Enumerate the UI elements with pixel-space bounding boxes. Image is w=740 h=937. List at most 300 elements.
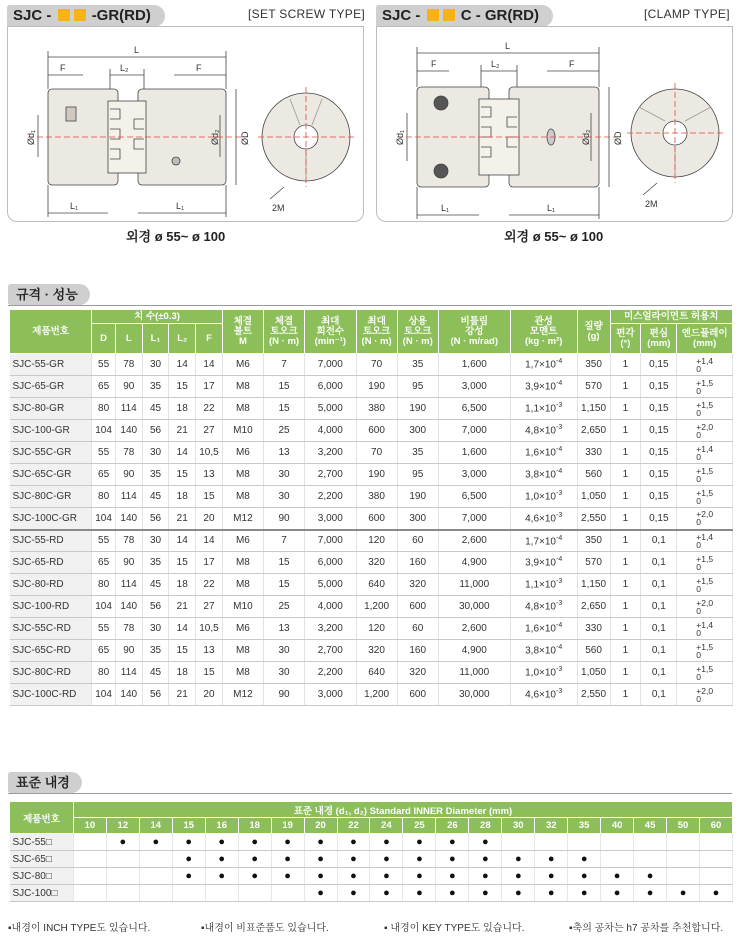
spec-row — [10, 486, 733, 508]
spec-cell-F: 27 — [196, 420, 223, 442]
dim-L1-right-label: L₁ — [176, 201, 185, 211]
bore-empty-cell — [667, 834, 700, 851]
spec-cell-angular: 1 — [610, 420, 641, 442]
spec-cell-L1: 35 — [142, 552, 169, 574]
bore-available-dot: ● — [601, 885, 634, 902]
spec-cell-L2: 14 — [169, 618, 196, 640]
bore-divider — [8, 793, 732, 794]
bore-available-dot: ● — [403, 834, 436, 851]
spec-model-cell: SJC-55C-GR — [10, 442, 92, 464]
spec-model-cell: SJC-80-GR — [10, 398, 92, 420]
spec-cell-stiff: 7,000 — [438, 420, 510, 442]
spec-row — [10, 640, 733, 662]
bore-diameter-header: 35 — [568, 818, 601, 834]
bore-available-dot: ● — [502, 885, 535, 902]
spec-cell-rpm: 5,000 — [305, 398, 356, 420]
bore-available-dot: ● — [469, 834, 502, 851]
spec-cell-torque: 15 — [263, 552, 304, 574]
spec-cell-L2: 18 — [169, 662, 196, 684]
spec-cell-parallel: 0,1 — [641, 530, 677, 552]
spec-cell-torque: 13 — [263, 442, 304, 464]
spec-cell-inertia: $3,8\times 10^{-4}$ — [510, 464, 577, 486]
col-max-rpm: 최대 회전수 (min⁻¹) — [305, 310, 356, 354]
spec-cell-max_t: 190 — [356, 376, 397, 398]
bore-diameter-header: 50 — [667, 818, 700, 834]
spec-cell-torque: 15 — [263, 376, 304, 398]
spec-cell-mass: 2,550 — [577, 684, 610, 706]
spec-row — [10, 618, 733, 640]
spec-cell-parallel: 0,15 — [641, 508, 677, 530]
left-model-title — [7, 5, 165, 27]
dim-M-label: 2M — [272, 203, 285, 213]
spec-row — [10, 420, 733, 442]
spec-cell-rated_t: 320 — [397, 574, 438, 596]
bore-diameter-header: 20 — [304, 818, 337, 834]
spec-cell-angular: 1 — [610, 684, 641, 706]
spec-cell-inertia: $4,8\times 10^{-3}$ — [510, 596, 577, 618]
spec-cell-stiff: 30,000 — [438, 684, 510, 706]
left-od-caption: 외경 ø 55~ ø 100 — [126, 229, 226, 244]
bore-available-dot: ● — [106, 834, 139, 851]
bore-diameter-header: 16 — [205, 818, 238, 834]
bore-available-dot: ● — [535, 885, 568, 902]
spec-cell-L: 90 — [115, 376, 142, 398]
spec-cell-L1: 56 — [142, 508, 169, 530]
bore-available-dot: ● — [304, 834, 337, 851]
spec-cell-rpm: 2,200 — [305, 662, 356, 684]
spec-cell-L1: 45 — [142, 574, 169, 596]
spec-cell-mass: 330 — [577, 618, 610, 640]
spec-cell-mass: 330 — [577, 442, 610, 464]
col-rated-torque: 상용 토오크 (N · m) — [397, 310, 438, 354]
spec-cell-endplay: +1,5 0 — [677, 376, 733, 398]
spec-cell-max_t: 320 — [356, 552, 397, 574]
spec-cell-angular: 1 — [610, 662, 641, 684]
spec-cell-inertia: $4,6\times 10^{-3}$ — [510, 508, 577, 530]
bore-empty-cell — [535, 834, 568, 851]
spec-model-cell: SJC-65-GR — [10, 376, 92, 398]
spec-cell-angular: 1 — [610, 552, 641, 574]
spec-cell-L1: 35 — [142, 376, 169, 398]
spec-divider — [8, 305, 732, 306]
bore-available-dot: ● — [502, 851, 535, 868]
spec-cell-rated_t: 160 — [397, 552, 438, 574]
col-torque: 체결 토오크 (N · m) — [263, 310, 304, 354]
spec-cell-angular: 1 — [610, 640, 641, 662]
spec-cell-bolt: M10 — [222, 596, 263, 618]
bore-available-dot: ● — [436, 851, 469, 868]
spec-cell-F: 14 — [196, 354, 223, 376]
spec-cell-max_t: 1,200 — [356, 596, 397, 618]
bore-diameter-header: 18 — [238, 818, 271, 834]
bore-model-cell: SJC-55□ — [10, 834, 74, 851]
bore-available-dot: ● — [535, 868, 568, 885]
spec-cell-L1: 35 — [142, 464, 169, 486]
spec-cell-mass: 1,150 — [577, 398, 610, 420]
spec-cell-rated_t: 95 — [397, 376, 438, 398]
spec-cell-stiff: 3,000 — [438, 376, 510, 398]
bore-available-dot: ● — [469, 851, 502, 868]
bore-model-cell: SJC-80□ — [10, 868, 74, 885]
bore-diameter-header: 32 — [535, 818, 568, 834]
spec-cell-stiff: 6,500 — [438, 486, 510, 508]
spec-cell-rated_t: 300 — [397, 508, 438, 530]
dim-L-label: L — [134, 45, 140, 55]
spec-cell-bolt: M8 — [222, 486, 263, 508]
spec-cell-stiff: 1,600 — [438, 354, 510, 376]
bore-diameter-header: 45 — [634, 818, 667, 834]
bore-available-dot: ● — [601, 868, 634, 885]
bore-empty-cell — [700, 868, 733, 885]
spec-row — [10, 442, 733, 464]
spec-cell-rated_t: 600 — [397, 596, 438, 618]
bore-diameter-header: 14 — [139, 818, 172, 834]
spec-cell-rpm: 3,000 — [305, 508, 356, 530]
spec-cell-torque: 13 — [263, 618, 304, 640]
bore-empty-cell — [700, 834, 733, 851]
spec-model-cell: SJC-65-RD — [10, 552, 92, 574]
bore-available-dot: ● — [667, 885, 700, 902]
spec-cell-mass: 570 — [577, 376, 610, 398]
bore-available-dot: ● — [535, 851, 568, 868]
spec-row — [10, 596, 733, 618]
spec-cell-rpm: 4,000 — [305, 420, 356, 442]
spec-cell-parallel: 0,1 — [641, 640, 677, 662]
bore-available-dot: ● — [634, 885, 667, 902]
spec-cell-angular: 1 — [610, 596, 641, 618]
clamp-dim-L1-left-label: L₁ — [441, 203, 450, 213]
spec-cell-F: 22 — [196, 574, 223, 596]
spec-cell-rated_t: 190 — [397, 398, 438, 420]
bore-available-dot: ● — [172, 851, 205, 868]
spec-cell-parallel: 0,15 — [641, 442, 677, 464]
clamp-drawing-svg — [377, 27, 734, 223]
spec-cell-inertia: $1,0\times 10^{-3}$ — [510, 662, 577, 684]
col-dims-group: 치 수(±0.3) — [92, 310, 223, 324]
spec-model-cell: SJC-100-RD — [10, 596, 92, 618]
spec-cell-L1: 35 — [142, 640, 169, 662]
placeholder-square — [443, 9, 455, 21]
bore-available-dot: ● — [337, 851, 370, 868]
spec-cell-stiff: 11,000 — [438, 574, 510, 596]
bore-available-dot: ● — [370, 851, 403, 868]
spec-cell-endplay: +2,0 0 — [677, 684, 733, 706]
spec-cell-max_t: 600 — [356, 420, 397, 442]
spec-cell-stiff: 1,600 — [438, 442, 510, 464]
spec-cell-angular: 1 — [610, 508, 641, 530]
spec-cell-D: 55 — [92, 530, 116, 552]
spec-row — [10, 574, 733, 596]
spec-cell-L2: 21 — [169, 420, 196, 442]
spec-cell-L1: 45 — [142, 398, 169, 420]
bore-available-dot: ● — [700, 885, 733, 902]
bore-empty-cell — [601, 851, 634, 868]
spec-cell-F: 27 — [196, 596, 223, 618]
spec-cell-parallel: 0,15 — [641, 486, 677, 508]
clamp-dim-F-left-label: F — [431, 59, 437, 69]
spec-cell-L: 114 — [115, 486, 142, 508]
dim-F-left-label: F — [60, 63, 66, 73]
spec-cell-L: 140 — [115, 508, 142, 530]
spec-cell-parallel: 0,1 — [641, 552, 677, 574]
bore-available-dot: ● — [568, 851, 601, 868]
spec-cell-endplay: +1,5 0 — [677, 574, 733, 596]
dim-D-label: ØD — [240, 131, 250, 145]
spec-cell-rated_t: 60 — [397, 618, 438, 640]
spec-cell-torque: 25 — [263, 420, 304, 442]
col-angular: 편각 (°) — [610, 324, 641, 354]
spec-cell-parallel: 0,15 — [641, 464, 677, 486]
spec-cell-L2: 18 — [169, 398, 196, 420]
spec-cell-L1: 45 — [142, 486, 169, 508]
spec-cell-rated_t: 60 — [397, 530, 438, 552]
spec-model-cell: SJC-65C-RD — [10, 640, 92, 662]
spec-cell-torque: 30 — [263, 662, 304, 684]
spec-cell-torque: 30 — [263, 486, 304, 508]
bore-empty-cell — [634, 851, 667, 868]
spec-cell-F: 17 — [196, 552, 223, 574]
bore-available-dot: ● — [172, 868, 205, 885]
spec-cell-parallel: 0,15 — [641, 376, 677, 398]
spec-cell-rpm: 5,000 — [305, 574, 356, 596]
spec-cell-L: 78 — [115, 354, 142, 376]
spec-cell-bolt: M12 — [222, 684, 263, 706]
bore-diameter-header: 30 — [502, 818, 535, 834]
spec-row — [10, 464, 733, 486]
spec-cell-L1: 30 — [142, 618, 169, 640]
bore-available-dot: ● — [568, 868, 601, 885]
spec-cell-endplay: +1,5 0 — [677, 552, 733, 574]
right-model-title — [376, 5, 553, 27]
spec-cell-rpm: 7,000 — [305, 354, 356, 376]
spec-cell-D: 65 — [92, 640, 116, 662]
spec-cell-stiff: 7,000 — [438, 508, 510, 530]
spec-row — [10, 552, 733, 574]
right-type-label: [CLAMP TYPE] — [644, 7, 730, 21]
bore-available-dot: ● — [337, 834, 370, 851]
spec-cell-inertia: $1,7\times 10^{-4}$ — [510, 354, 577, 376]
spec-row — [10, 376, 733, 398]
clamp-dim-L1-right-label: L₁ — [547, 203, 556, 213]
spec-cell-rated_t: 95 — [397, 464, 438, 486]
bore-empty-cell — [667, 868, 700, 885]
spec-cell-mass: 350 — [577, 530, 610, 552]
spec-cell-D: 104 — [92, 420, 116, 442]
col-inertia: 관성 모멘트 (kg · m²) — [510, 310, 577, 354]
spec-cell-max_t: 320 — [356, 640, 397, 662]
spec-cell-L: 90 — [115, 640, 142, 662]
col-D: D — [92, 324, 116, 354]
spec-cell-endplay: +2,0 0 — [677, 508, 733, 530]
bore-row — [10, 885, 733, 902]
spec-cell-endplay: +1,5 0 — [677, 640, 733, 662]
spec-model-cell: SJC-55-GR — [10, 354, 92, 376]
clamp-drawing — [376, 26, 733, 222]
spec-cell-max_t: 1,200 — [356, 684, 397, 706]
bore-available-dot: ● — [403, 851, 436, 868]
spec-row — [10, 354, 733, 376]
bore-available-dot: ● — [205, 868, 238, 885]
bore-available-dot: ● — [271, 834, 304, 851]
spec-cell-max_t: 380 — [356, 398, 397, 420]
spec-cell-stiff: 6,500 — [438, 398, 510, 420]
spec-cell-endplay: +1,4 0 — [677, 442, 733, 464]
spec-cell-rated_t: 35 — [397, 354, 438, 376]
spec-section-title: 규격 · 성능 — [8, 284, 90, 305]
col-stiffness: 비틀림 강성 (N · m/rad) — [438, 310, 510, 354]
bore-available-dot: ● — [238, 834, 271, 851]
col-max-torque: 최대 토오크 (N · m) — [356, 310, 397, 354]
bore-table-body — [10, 834, 733, 902]
spec-model-cell: SJC-80-RD — [10, 574, 92, 596]
spec-cell-D: 104 — [92, 508, 116, 530]
spec-cell-torque: 7 — [263, 354, 304, 376]
spec-cell-L: 90 — [115, 552, 142, 574]
spec-cell-mass: 1,150 — [577, 574, 610, 596]
bore-available-dot: ● — [634, 868, 667, 885]
spec-cell-endplay: +2,0 0 — [677, 420, 733, 442]
spec-cell-rpm: 2,700 — [305, 640, 356, 662]
bore-col-group: 표준 내경 (d₁, d₂) Standard INNER Diameter (mm) — [73, 802, 732, 818]
spec-cell-stiff: 2,600 — [438, 618, 510, 640]
bore-empty-cell — [700, 851, 733, 868]
spec-cell-L2: 15 — [169, 552, 196, 574]
spec-cell-max_t: 640 — [356, 574, 397, 596]
spec-cell-parallel: 0,15 — [641, 354, 677, 376]
spec-cell-D: 104 — [92, 596, 116, 618]
bore-available-dot: ● — [403, 868, 436, 885]
spec-model-cell: SJC-65C-GR — [10, 464, 92, 486]
spec-cell-parallel: 0,1 — [641, 684, 677, 706]
bore-model-cell: SJC-65□ — [10, 851, 74, 868]
spec-cell-F: 10,5 — [196, 618, 223, 640]
spec-cell-rpm: 4,000 — [305, 596, 356, 618]
bore-available-dot: ● — [238, 868, 271, 885]
spec-cell-L: 114 — [115, 662, 142, 684]
spec-cell-L: 78 — [115, 530, 142, 552]
bore-col-model: 제품번호 — [10, 802, 74, 834]
spec-cell-max_t: 70 — [356, 442, 397, 464]
col-bolt: 체결 볼트 M — [222, 310, 263, 354]
spec-cell-L2: 15 — [169, 464, 196, 486]
spec-cell-L: 78 — [115, 618, 142, 640]
spec-cell-mass: 350 — [577, 354, 610, 376]
spec-cell-inertia: $1,6\times 10^{-4}$ — [510, 618, 577, 640]
spec-cell-rpm: 3,200 — [305, 618, 356, 640]
bore-available-dot: ● — [370, 834, 403, 851]
col-L: L — [115, 324, 142, 354]
bore-diameter-header: 28 — [469, 818, 502, 834]
spec-cell-parallel: 0,1 — [641, 596, 677, 618]
spec-cell-max_t: 120 — [356, 618, 397, 640]
spec-table-body — [10, 354, 733, 706]
spec-row — [10, 508, 733, 530]
spec-cell-endplay: +1,5 0 — [677, 662, 733, 684]
spec-cell-rated_t: 600 — [397, 684, 438, 706]
spec-cell-parallel: 0,1 — [641, 574, 677, 596]
bore-empty-cell — [568, 834, 601, 851]
spec-cell-stiff: 2,600 — [438, 530, 510, 552]
bore-available-dot: ● — [469, 885, 502, 902]
spec-cell-rated_t: 190 — [397, 486, 438, 508]
placeholder-square — [74, 9, 86, 21]
note-tolerance: ▪축의 공차는 h7 공차를 추천합니다. — [569, 923, 724, 934]
dim-L1-left-label: L₁ — [70, 201, 79, 211]
col-F: F — [196, 324, 223, 354]
spec-cell-L2: 21 — [169, 684, 196, 706]
spec-cell-L: 114 — [115, 574, 142, 596]
spec-model-cell: SJC-100C-RD — [10, 684, 92, 706]
spec-cell-angular: 1 — [610, 530, 641, 552]
spec-cell-stiff: 3,000 — [438, 464, 510, 486]
bore-available-dot: ● — [139, 834, 172, 851]
bore-diameter-header: 40 — [601, 818, 634, 834]
spec-cell-inertia: $3,9\times 10^{-4}$ — [510, 552, 577, 574]
spec-cell-inertia: $3,8\times 10^{-4}$ — [510, 640, 577, 662]
spec-cell-angular: 1 — [610, 398, 641, 420]
spec-cell-rated_t: 160 — [397, 640, 438, 662]
spec-cell-parallel: 0,1 — [641, 618, 677, 640]
spec-cell-torque: 15 — [263, 398, 304, 420]
bore-row — [10, 851, 733, 868]
dim-d1-label: Ød₁ — [26, 129, 36, 145]
dim-d2-label: Ød₂ — [210, 129, 220, 145]
spec-cell-D: 104 — [92, 684, 116, 706]
spec-cell-rpm: 3,000 — [305, 684, 356, 706]
spec-cell-L2: 14 — [169, 354, 196, 376]
bore-available-dot: ● — [304, 868, 337, 885]
dim-L2-label: L₂ — [120, 63, 129, 73]
spec-cell-L2: 15 — [169, 376, 196, 398]
spec-cell-angular: 1 — [610, 486, 641, 508]
spec-cell-mass: 2,650 — [577, 596, 610, 618]
bore-diameter-header: 15 — [172, 818, 205, 834]
bore-available-dot: ● — [436, 885, 469, 902]
spec-cell-endplay: +2,0 0 — [677, 596, 733, 618]
spec-row — [10, 662, 733, 684]
spec-cell-bolt: M8 — [222, 398, 263, 420]
spec-cell-L2: 21 — [169, 596, 196, 618]
clamp-dim-M-label: 2M — [645, 199, 658, 209]
bore-diameter-header: 25 — [403, 818, 436, 834]
bore-available-dot: ● — [403, 885, 436, 902]
spec-cell-L: 140 — [115, 684, 142, 706]
spec-model-cell: SJC-100-GR — [10, 420, 92, 442]
bore-available-dot: ● — [271, 868, 304, 885]
spec-cell-inertia: $3,9\times 10^{-4}$ — [510, 376, 577, 398]
bore-empty-cell — [73, 851, 106, 868]
spec-cell-inertia: $1,6\times 10^{-4}$ — [510, 442, 577, 464]
left-model-suffix: -GR(RD) — [91, 7, 151, 24]
bore-available-dot: ● — [337, 868, 370, 885]
bore-empty-cell — [205, 885, 238, 902]
bore-diameter-header-row — [10, 818, 733, 834]
left-model-prefix: SJC - — [13, 7, 52, 24]
bore-diameter-header: 26 — [436, 818, 469, 834]
spec-model-cell: SJC-80C-GR — [10, 486, 92, 508]
bore-available-dot: ● — [304, 851, 337, 868]
spec-cell-bolt: M8 — [222, 464, 263, 486]
bore-empty-cell — [502, 834, 535, 851]
spec-cell-L2: 14 — [169, 530, 196, 552]
spec-cell-L2: 18 — [169, 574, 196, 596]
clamp-dim-L-label: L — [505, 41, 511, 51]
spec-cell-endplay: +1,5 0 — [677, 464, 733, 486]
spec-cell-F: 20 — [196, 508, 223, 530]
bore-empty-cell — [139, 885, 172, 902]
spec-cell-mass: 560 — [577, 464, 610, 486]
bore-row — [10, 868, 733, 885]
